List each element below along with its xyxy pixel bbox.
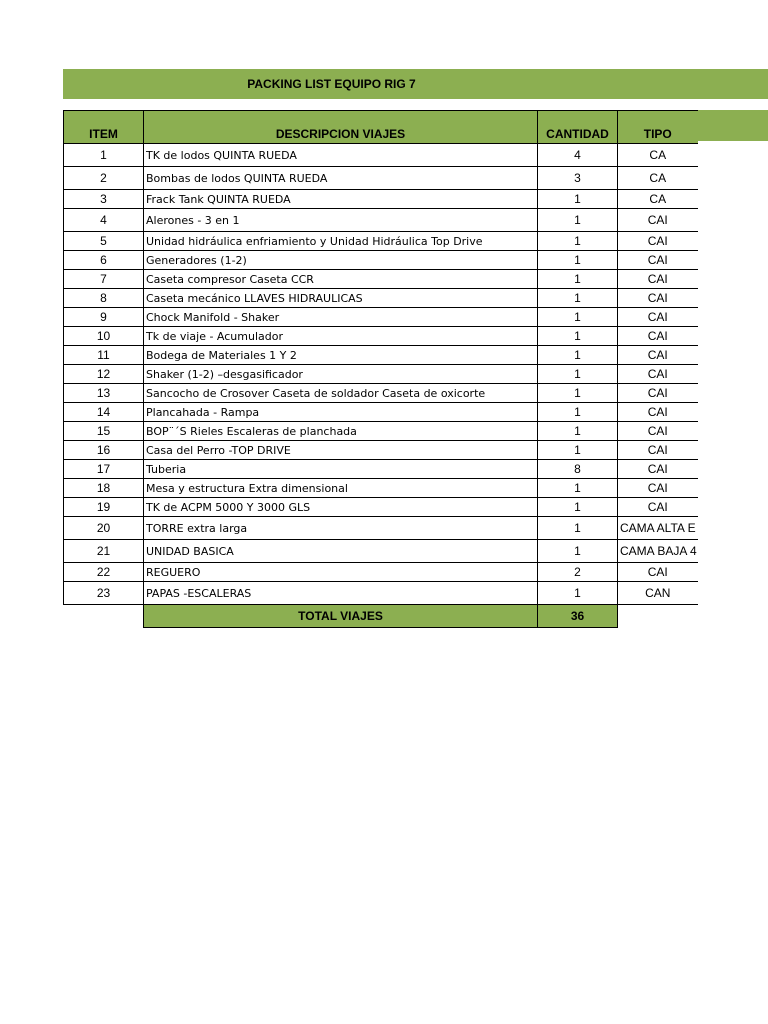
table-row [64, 540, 698, 563]
descripcion-cell[interactable]: Caseta mecánico LLAVES HIDRAULICAS [144, 289, 538, 308]
descripcion-cell[interactable]: Tk de viaje - Acumulador [144, 327, 538, 346]
item-cell[interactable]: 7 [64, 270, 144, 289]
tipo-cell[interactable]: CAI [618, 563, 698, 582]
cantidad-cell[interactable]: 3 [538, 167, 618, 190]
descripcion-cell[interactable]: TORRE extra larga [144, 517, 538, 540]
table-row [64, 251, 698, 270]
descripcion-cell[interactable]: Bodega de Materiales 1 Y 2 [144, 346, 538, 365]
table-row [64, 403, 698, 422]
cantidad-cell[interactable]: 1 [538, 346, 618, 365]
table-row [64, 209, 698, 232]
item-cell[interactable]: 19 [64, 498, 144, 517]
descripcion-cell[interactable]: BOP¨´S Rieles Escaleras de planchada [144, 422, 538, 441]
table-row [64, 346, 698, 365]
tipo-cell[interactable]: CAI [618, 209, 698, 232]
cantidad-cell[interactable]: 1 [538, 517, 618, 540]
cantidad-cell[interactable]: 1 [538, 441, 618, 460]
descripcion-cell[interactable]: Frack Tank QUINTA RUEDA [144, 190, 538, 209]
tipo-cell[interactable]: CAI [618, 232, 698, 251]
table-row [64, 441, 698, 460]
cantidad-cell[interactable]: 1 [538, 232, 618, 251]
descripcion-cell[interactable]: Mesa y estructura Extra dimensional [144, 479, 538, 498]
descripcion-cell[interactable]: Caseta compresor Caseta CCR [144, 270, 538, 289]
packing-list-table [63, 110, 698, 628]
total-blank-cell [64, 605, 144, 628]
tipo-cell[interactable]: CAI [618, 270, 698, 289]
descripcion-cell[interactable]: UNIDAD BASICA [144, 540, 538, 563]
item-cell[interactable]: 18 [64, 479, 144, 498]
table-row [64, 582, 698, 605]
tipo-cell[interactable]: CAN [618, 582, 698, 605]
cantidad-cell[interactable]: 1 [538, 384, 618, 403]
item-cell[interactable]: 13 [64, 384, 144, 403]
tipo-cell[interactable]: CAI [618, 251, 698, 270]
tipo-cell[interactable]: CAI [618, 403, 698, 422]
descripcion-cell[interactable]: Tuberia [144, 460, 538, 479]
tipo-cell[interactable]: CA [618, 190, 698, 209]
table-row [64, 365, 698, 384]
tipo-cell[interactable]: CAI [618, 308, 698, 327]
cantidad-cell[interactable]: 1 [538, 190, 618, 209]
descripcion-cell[interactable]: Chock Manifold - Shaker [144, 308, 538, 327]
descripcion-cell[interactable]: Bombas de lodos QUINTA RUEDA [144, 167, 538, 190]
tipo-cell[interactable]: CAMA ALTA E [618, 517, 698, 540]
table-row [64, 460, 698, 479]
tipo-cell[interactable]: CA [618, 167, 698, 190]
item-cell[interactable]: 17 [64, 460, 144, 479]
item-cell[interactable]: 5 [64, 232, 144, 251]
cantidad-cell[interactable]: 1 [538, 289, 618, 308]
cantidad-cell[interactable]: 1 [538, 403, 618, 422]
item-cell[interactable]: 15 [64, 422, 144, 441]
header-item[interactable]: ITEM [64, 111, 144, 144]
cantidad-cell[interactable]: 1 [538, 365, 618, 384]
item-cell[interactable]: 3 [64, 190, 144, 209]
tipo-cell[interactable]: CAI [618, 384, 698, 403]
tipo-cell[interactable]: CAI [618, 479, 698, 498]
table-row [64, 498, 698, 517]
item-cell[interactable]: 10 [64, 327, 144, 346]
item-cell[interactable]: 20 [64, 517, 144, 540]
tipo-cell[interactable]: CAI [618, 327, 698, 346]
descripcion-cell[interactable]: Casa del Perro -TOP DRIVE [144, 441, 538, 460]
tipo-cell[interactable]: CAI [618, 441, 698, 460]
total-tail-cell [618, 605, 698, 628]
table-row [64, 384, 698, 403]
item-cell[interactable]: 8 [64, 289, 144, 308]
item-cell[interactable]: 22 [64, 563, 144, 582]
table-row [64, 422, 698, 441]
table-row [64, 563, 698, 582]
table-row [64, 308, 698, 327]
cantidad-cell[interactable]: 1 [538, 251, 618, 270]
descripcion-cell[interactable]: PAPAS -ESCALERAS [144, 582, 538, 605]
header-descripcion[interactable]: DESCRIPCION VIAJES [144, 111, 538, 144]
total-value[interactable]: 36 [538, 605, 618, 628]
item-cell[interactable]: 16 [64, 441, 144, 460]
descripcion-cell[interactable]: Shaker (1-2) –desgasificador [144, 365, 538, 384]
cantidad-cell[interactable]: 2 [538, 563, 618, 582]
tipo-cell[interactable]: CA [618, 144, 698, 167]
total-row [64, 605, 698, 628]
item-cell[interactable]: 1 [64, 144, 144, 167]
tipo-cell[interactable]: CAI [618, 422, 698, 441]
cantidad-cell[interactable]: 1 [538, 270, 618, 289]
descripcion-cell[interactable]: REGUERO [144, 563, 538, 582]
cantidad-cell[interactable]: 1 [538, 479, 618, 498]
tipo-cell[interactable]: CAI [618, 289, 698, 308]
descripcion-cell[interactable]: Sancocho de Crosover Caseta de soldador Caseta de oxicorte [144, 384, 538, 403]
cantidad-cell[interactable]: 1 [538, 582, 618, 605]
tipo-cell[interactable]: CAI [618, 365, 698, 384]
table-row [64, 479, 698, 498]
cantidad-cell[interactable]: 8 [538, 460, 618, 479]
header-cantidad[interactable]: CANTIDAD [538, 111, 618, 144]
item-cell[interactable]: 6 [64, 251, 144, 270]
table-row [64, 190, 698, 209]
descripcion-cell[interactable]: Generadores (1-2) [144, 251, 538, 270]
item-cell[interactable]: 12 [64, 365, 144, 384]
table-row [64, 270, 698, 289]
item-cell[interactable]: 4 [64, 209, 144, 232]
cantidad-cell[interactable]: 4 [538, 144, 618, 167]
total-label[interactable]: TOTAL VIAJES [144, 605, 538, 628]
title-bar [63, 69, 768, 99]
header-fill-extension [697, 110, 768, 141]
table-row [64, 144, 698, 167]
descripcion-cell[interactable]: Alerones - 3 en 1 [144, 209, 538, 232]
descripcion-cell[interactable]: Plancahada - Rampa [144, 403, 538, 422]
table-row [64, 167, 698, 190]
tipo-cell[interactable]: CAI [618, 346, 698, 365]
item-cell[interactable]: 14 [64, 403, 144, 422]
cantidad-cell[interactable]: 1 [538, 540, 618, 563]
tipo-cell[interactable]: CAI [618, 498, 698, 517]
item-cell[interactable]: 11 [64, 346, 144, 365]
cantidad-cell[interactable]: 1 [538, 422, 618, 441]
cantidad-cell[interactable]: 1 [538, 327, 618, 346]
table-row [64, 327, 698, 346]
tipo-cell[interactable]: CAI [618, 460, 698, 479]
descripcion-cell[interactable]: Unidad hidráulica enfriamiento y Unidad Hidráulica Top Drive [144, 232, 538, 251]
header-tipo[interactable]: TIPO [618, 111, 698, 144]
item-cell[interactable]: 2 [64, 167, 144, 190]
item-cell[interactable]: 9 [64, 308, 144, 327]
cantidad-cell[interactable]: 1 [538, 209, 618, 232]
tipo-cell[interactable]: CAMA BAJA 4 [618, 540, 698, 563]
cantidad-cell[interactable]: 1 [538, 498, 618, 517]
descripcion-cell[interactable]: TK de lodos QUINTA RUEDA [144, 144, 538, 167]
page-title: PACKING LIST EQUIPO RIG 7 [247, 77, 416, 91]
header-row [64, 111, 698, 144]
table-row [64, 517, 698, 540]
item-cell[interactable]: 21 [64, 540, 144, 563]
table-row [64, 289, 698, 308]
table-body [64, 144, 698, 605]
cantidad-cell[interactable]: 1 [538, 308, 618, 327]
descripcion-cell[interactable]: TK de ACPM 5000 Y 3000 GLS [144, 498, 538, 517]
item-cell[interactable]: 23 [64, 582, 144, 605]
table-row [64, 232, 698, 251]
